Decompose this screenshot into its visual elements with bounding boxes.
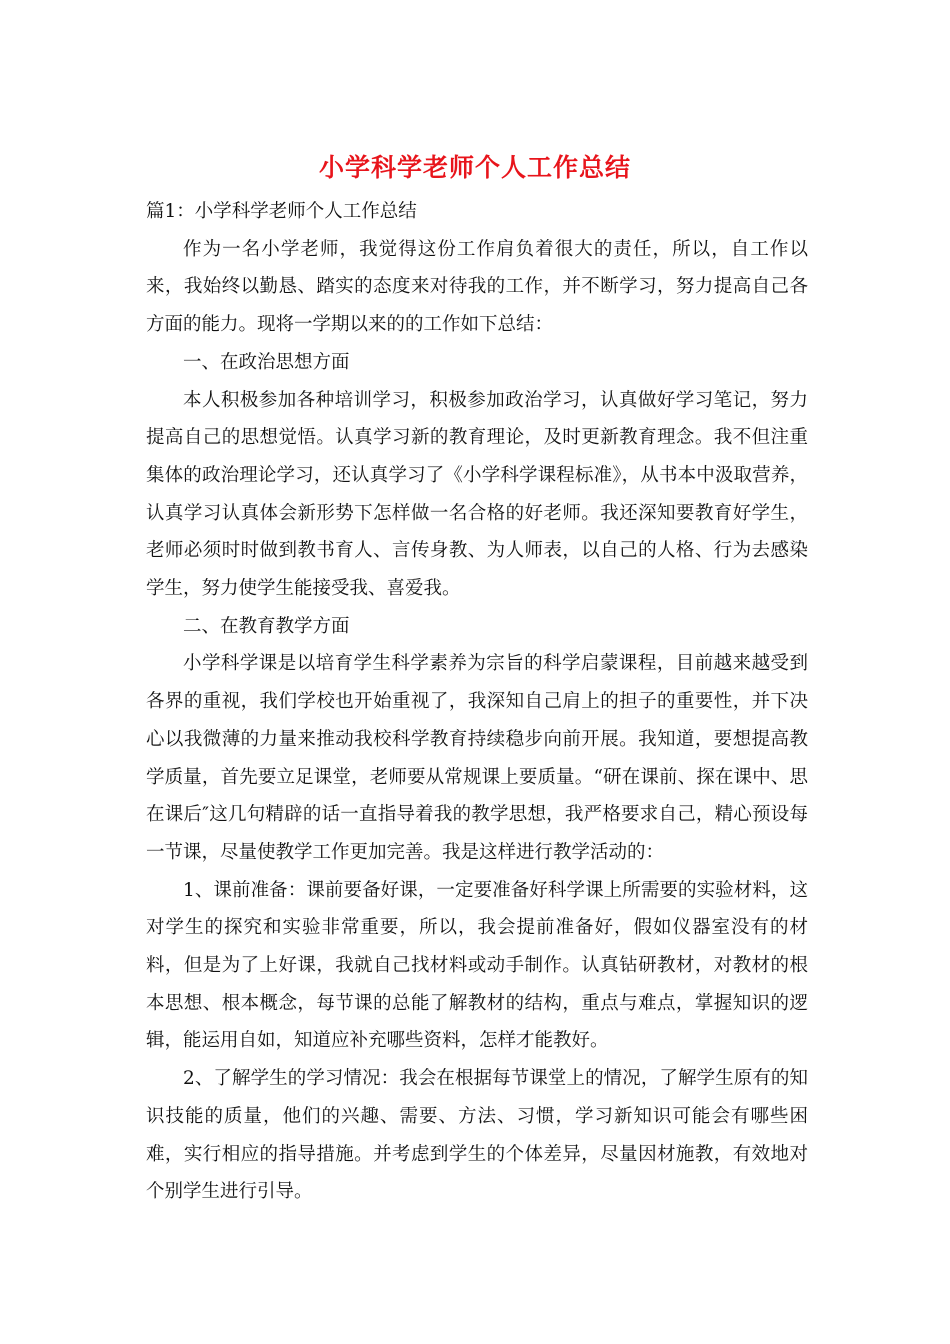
paragraph-intro: 作为一名小学老师，我觉得这份工作肩负着很大的责任，所以，自工作以来，我始终以勤恳、踏实的态度来对待我的工作，并不断学习，努力提高自己各方面的能力。现将一学期以来的的工作如下总结： bbox=[146, 238, 808, 336]
paragraph-politics: 本人积极参加各种培训学习，积极参加政治学习，认真做好学习笔记，努力提高自己的思想觉悟。认真学习新的教育理论，及时更新教育理念。我不但注重集体的政治理论学习，还认真学习了《小学科学课程标准》，从书本中汲取营养，认真学习认真体会新形势下怎样做一名合格的好老师。我还深知要教育好学生，老师必须时时做到教书育人、言传身教、为人师表，以自己的人格、行为去感染学生，努力使学生能接受我、喜爱我。 bbox=[146, 389, 808, 600]
paragraph-preparation: 1、课前准备：课前要备好课，一定要准备好科学课上所需要的实验材料，这对学生的探究和实验非常重要，所以，我会提前准备好，假如仪器室没有的材料，但是为了上好课，我就自己找材料或动手制作。认真钻研教材，对教材的根本思想、根本概念，每节课的总能了解教材的结构，重点与难点，掌握知识的逻辑，能运用自如，知道应补充哪些资料，怎样才能教好。 bbox=[146, 879, 808, 1052]
document-title: 小学科学老师个人工作总结 bbox=[318, 153, 631, 182]
subtitle: 篇1：小学科学老师个人工作总结 bbox=[146, 201, 417, 222]
paragraph-students: 2、了解学生的学习情况：我会在根据每节课堂上的情况，了解学生原有的知识技能的质量，他们的兴趣、需要、方法、习惯，学习新知识可能会有哪些困难，实行相应的指导措施。并考虑到学生的个体差异，尽量因材施教，有效地对个别学生进行引导。 bbox=[146, 1068, 808, 1203]
paragraph-teaching: 小学科学课是以培育学生科学素养为宗旨的科学启蒙课程，目前越来越受到各界的重视，我们学校也开始重视了，我深知自己肩上的担子的重要性，并下决心以我微薄的力量来推动我校科学教育持续稳步向前开展。我知道，要想提高教学质量，首先要立足课堂，老师要从常规课上要质量。“研在课前、探在课中、思在课后″这几句精辟的话一直指导着我的教学思想，我严格要求自己，精心预设每一节课，尽量使教学工作更加完善。我是这样进行教学活动的： bbox=[146, 653, 808, 863]
section-heading-politics: 一、在政治思想方面 bbox=[183, 351, 350, 373]
document-body bbox=[146, 193, 808, 1211]
section-heading-teaching: 二、在教育教学方面 bbox=[183, 615, 350, 637]
